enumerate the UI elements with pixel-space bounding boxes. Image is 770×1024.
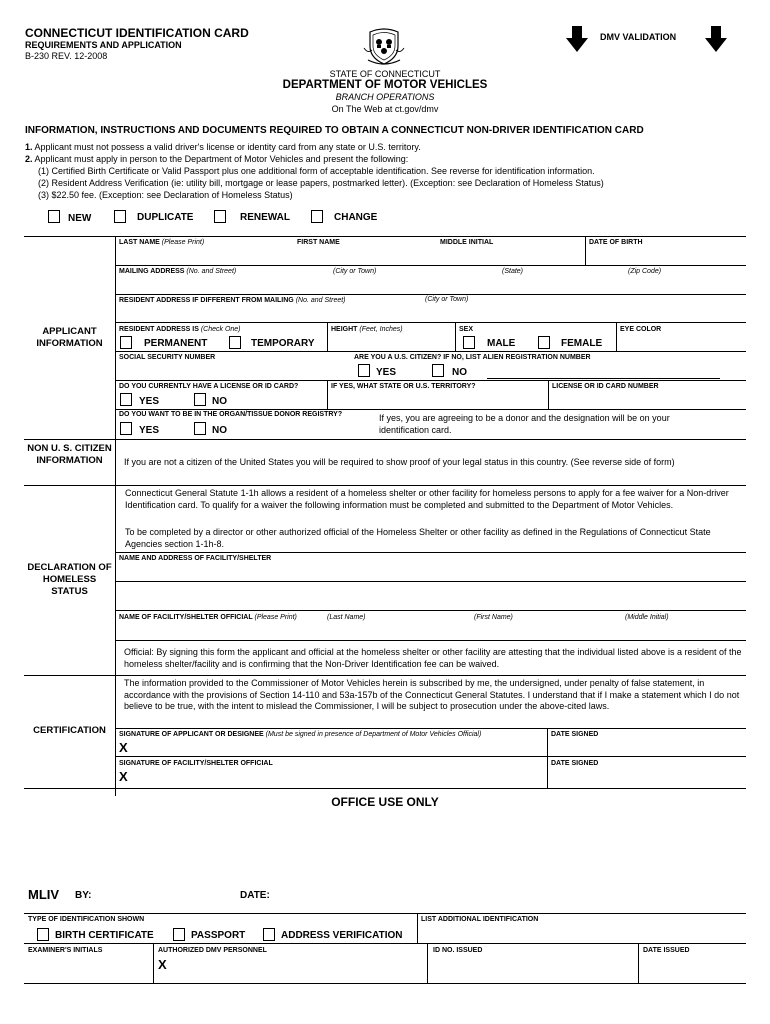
date-issued-label: DATE ISSUED: [643, 947, 690, 954]
form-title: CONNECTICUT IDENTIFICATION CARD: [25, 26, 249, 40]
official-signature-field[interactable]: [135, 769, 545, 787]
birth-certificate-checkbox[interactable]: [37, 928, 49, 941]
certification-section-label: CERTIFICATION: [33, 725, 106, 736]
change-checkbox[interactable]: [311, 210, 323, 223]
permanent-label: PERMANENT: [144, 338, 208, 349]
passport-label: PASSPORT: [191, 930, 246, 941]
form-number: B-230 REV. 12-2008: [25, 51, 108, 61]
non-citizen-text: If you are not a citizen of the United States you will be required to show proof of your legal status in this country. (See reverse side of form): [124, 457, 675, 467]
donor-yes-checkbox[interactable]: [120, 422, 132, 435]
division-name: BRANCH OPERATIONS: [335, 92, 435, 102]
citizen-no-label: NO: [452, 367, 467, 378]
duplicate-checkbox[interactable]: [114, 210, 126, 223]
address-verification-label: ADDRESS VERIFICATION: [281, 930, 403, 941]
last-name-label: LAST NAME (Please Print): [119, 239, 205, 246]
by-label: BY:: [75, 890, 92, 901]
license-number-label: LICENSE OR ID CARD NUMBER: [552, 383, 659, 390]
donor-no-label: NO: [212, 425, 227, 436]
birth-certificate-label: BIRTH CERTIFICATE: [55, 930, 154, 941]
facility-name-field[interactable]: [117, 563, 745, 609]
authorized-personnel-label: AUTHORIZED DMV PERSONNEL: [158, 947, 267, 954]
organ-donor-label: DO YOU WANT TO BE IN THE ORGAN/TISSUE DONOR REGISTRY?: [119, 411, 343, 418]
first-name-label: FIRST NAME: [297, 239, 340, 246]
authorized-personnel-field[interactable]: [174, 956, 425, 982]
official-signature-x: X: [119, 769, 128, 784]
permanent-checkbox[interactable]: [120, 336, 132, 349]
certification-text: The information provided to the Commissioner of Motor Vehicles herein is subscribed by me, the undersigned, under penalty of false statement, in accordance with the provisions of Section 14-110 and 53a-157b of the Connecticut General Statutes. I understand that if I make a statement which I do not believe to be true, with the intent to mislead the Commissioner, I will be subject to prosecution under the above-cited laws.: [124, 678, 740, 711]
temporary-label: TEMPORARY: [251, 338, 315, 349]
date-label: DATE:: [240, 890, 270, 901]
license-yes-label: YES: [139, 396, 160, 407]
citizen-no-checkbox[interactable]: [432, 364, 444, 377]
official-name-label: NAME OF FACILITY/SHELTER OFFICIAL (Please Print): [119, 614, 297, 621]
resident-address-field[interactable]: [117, 305, 745, 321]
alien-registration-field[interactable]: [487, 364, 720, 377]
official-attest-text: Official: By signing this form the applicant and official at the homeless shelter or other facility are attesting that the individual listed above is a resident of the homeless shelter/facility and is confirming that the Non-Driver Identification fee can be waived.: [124, 647, 742, 669]
citizen-yes-label: YES: [376, 367, 397, 378]
new-label: NEW: [68, 213, 92, 224]
applicant-date-signed-label: DATE SIGNED: [551, 731, 599, 738]
male-checkbox[interactable]: [463, 336, 475, 349]
additional-id-field[interactable]: [419, 924, 745, 942]
website: On The Web at ct.gov/dmv: [331, 104, 439, 114]
ssn-field[interactable]: [117, 362, 345, 379]
renewal-checkbox[interactable]: [214, 210, 226, 223]
official-name-field[interactable]: [117, 622, 745, 639]
dmv-validation-label: DMV VALIDATION: [600, 32, 677, 42]
mailing-address-label: MAILING ADDRESS (No. and Street): [119, 268, 237, 275]
license-yes-checkbox[interactable]: [120, 393, 132, 406]
instruction-2-1: (1) Certified Birth Certificate or Valid Passport plus one additional form of acceptable identification. See reverse for identification information.: [38, 166, 595, 176]
temporary-checkbox[interactable]: [229, 336, 241, 349]
dob-label: DATE OF BIRTH: [589, 239, 643, 246]
ssn-label: SOCIAL SECURITY NUMBER: [119, 354, 216, 361]
list-additional-id-label: LIST ADDITIONAL IDENTIFICATION: [421, 916, 539, 923]
id-issued-label: ID NO. ISSUED: [433, 947, 483, 954]
official-date-signed-label: DATE SIGNED: [551, 760, 599, 767]
state-seal-icon: [362, 26, 406, 66]
resident-address-diff-label: RESIDENT ADDRESS IF DIFFERENT FROM MAILING (No. and Street): [119, 297, 346, 304]
official-signature-label: SIGNATURE OF FACILITY/SHELTER OFFICIAL: [119, 760, 273, 767]
id-issued-field[interactable]: [429, 956, 636, 982]
state-name: STATE OF CONNECTICUT: [329, 69, 441, 79]
applicant-date-signed-field[interactable]: [549, 740, 745, 756]
examiner-initials-field[interactable]: [26, 956, 151, 982]
renewal-label: RENEWAL: [240, 212, 290, 223]
height-field[interactable]: [329, 334, 453, 350]
change-label: CHANGE: [334, 212, 378, 223]
donor-yes-label: YES: [139, 425, 160, 436]
instruction-2-2: (2) Resident Address Verification (ie: utility bill, mortgage or lease papers, postmarked letter). (Exception: see Declaration of Homeless Status): [38, 178, 604, 188]
office-use-title: OFFICE USE ONLY: [331, 795, 439, 809]
height-label: HEIGHT (Feet, Inches): [331, 326, 403, 333]
mailing-zip-label: (Zip Code): [628, 268, 662, 275]
mliv-label: MLIV: [28, 887, 60, 902]
duplicate-label: DUPLICATE: [137, 212, 194, 223]
date-issued-field[interactable]: [640, 956, 745, 982]
passport-checkbox[interactable]: [173, 928, 185, 941]
mailing-city-label: (City or Town): [333, 268, 377, 275]
department-name: DEPARTMENT OF MOTOR VEHICLES: [282, 79, 488, 91]
female-label: FEMALE: [561, 338, 603, 349]
have-license-label: DO YOU CURRENTLY HAVE A LICENSE OR ID CARD?: [119, 383, 299, 390]
us-citizen-label: ARE YOU A U.S. CITIZEN? IF NO, LIST ALIEN REGISTRATION NUMBER: [354, 354, 591, 361]
dob-field[interactable]: [587, 247, 745, 264]
examiner-initials-label: EXAMINER'S INITIALS: [28, 947, 103, 954]
official-date-signed-field[interactable]: [549, 769, 745, 787]
applicant-signature-label: SIGNATURE OF APPLICANT OR DESIGNEE (Must be signed in presence of Department of Motor Vehicles Official): [119, 731, 482, 738]
donor-no-checkbox[interactable]: [194, 422, 206, 435]
official-last-name-label: (Last Name): [327, 614, 366, 621]
which-state-label: IF YES, WHAT STATE OR U.S. TERRITORY?: [331, 383, 476, 390]
new-checkbox[interactable]: [48, 210, 60, 223]
homeless-statute-text: Connecticut General Statute 1-1h allows a resident of a homeless shelter or other facility for homeless persons to apply for a fee waiver for a Non-driver Identification card. To qualify for a waiver the following information must be completed and submitted to the Department of Motor Vehicles.: [125, 488, 729, 510]
arrow-down-icon: [566, 26, 588, 52]
license-number-field[interactable]: [550, 391, 745, 408]
male-label: MALE: [487, 338, 516, 349]
resident-address-is-label: RESIDENT ADDRESS IS (Check One): [119, 326, 241, 333]
applicant-signature-x: X: [119, 740, 128, 755]
form-subtitle: REQUIREMENTS AND APPLICATION: [25, 40, 182, 50]
donor-note: If yes, you are agreeing to be a donor and the designation will be on your identification card.: [379, 413, 670, 435]
license-no-label: NO: [212, 396, 227, 407]
instructions-heading: INFORMATION, INSTRUCTIONS AND DOCUMENTS REQUIRED TO OBTAIN A CONNECTICUT NON-DRIVER IDENTIFICATION CARD: [25, 125, 644, 136]
applicant-signature-field[interactable]: [135, 740, 545, 756]
facility-name-label: NAME AND ADDRESS OF FACILITY/SHELTER: [119, 555, 272, 562]
homeless-section-label: DECLARATION OF HOMELESS STATUS: [27, 562, 112, 597]
female-checkbox[interactable]: [538, 336, 550, 349]
which-state-field[interactable]: [329, 391, 546, 408]
applicant-section-label: APPLICANT INFORMATION: [36, 326, 103, 349]
mailing-state-label: (State): [502, 268, 524, 275]
non-citizen-section-label: NON U. S. CITIZEN INFORMATION: [27, 443, 112, 466]
address-verification-checkbox[interactable]: [263, 928, 275, 941]
license-no-checkbox[interactable]: [194, 393, 206, 406]
resident-city-label: (City or Town): [425, 296, 469, 303]
official-first-name-label: (First Name): [474, 614, 513, 621]
eye-color-field[interactable]: [618, 334, 745, 350]
eye-color-label: EYE COLOR: [620, 326, 662, 333]
middle-initial-label: MIDDLE INITIAL: [440, 239, 494, 246]
instruction-2-3: (3) $22.50 fee. (Exception: see Declaration of Homeless Status): [38, 190, 293, 200]
citizen-yes-checkbox[interactable]: [358, 364, 370, 377]
name-field[interactable]: [117, 247, 583, 264]
instruction-2: 2. Applicant must apply in person to the Department of Motor Vehicles and present the following:: [25, 154, 409, 164]
instruction-1: 1. Applicant must not possess a valid driver's license or identity card from any state or U.S. territory.: [25, 142, 421, 152]
sex-label: SEX: [459, 326, 474, 333]
arrow-down-icon: [705, 26, 727, 52]
official-middle-initial-label: (Middle Initial): [625, 614, 669, 621]
mailing-address-field[interactable]: [117, 276, 745, 293]
authorized-personnel-x: X: [158, 957, 167, 972]
homeless-completion-text: To be completed by a director or other authorized official of the Homeless Shelter or other facility as defined in the Regulations of Connecticut State Agencies section 1-1h-8.: [125, 527, 711, 549]
type-id-label: TYPE OF IDENTIFICATION SHOWN: [28, 916, 145, 923]
